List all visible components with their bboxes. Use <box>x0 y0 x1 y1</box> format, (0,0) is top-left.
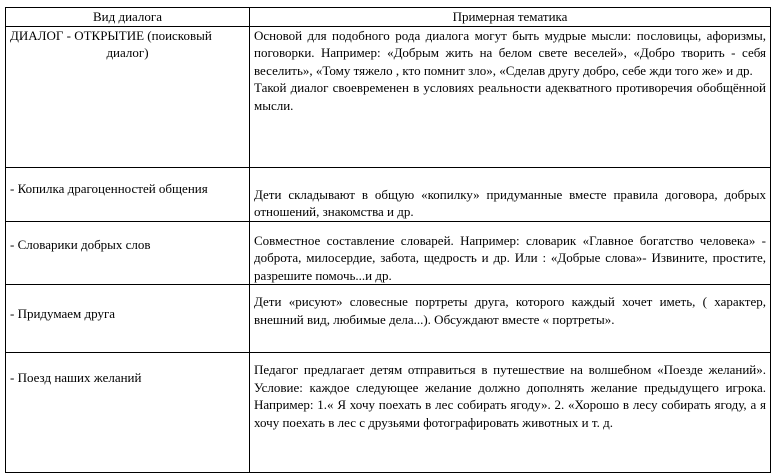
topic-text: Педагог предлагает детям отправиться в путешествие на волшебном «Поезде желаний». Условие: каждое следующее желание должно дополнять желание предыдущего игрока. Например: 1.« Я хочу поехать в лес собирать ягоду». 2. «Хорошо в лесу собирать ягоду, а я хочу поехать в лес с друзьями фотографировать животных и т. д. <box>254 362 766 430</box>
table-row <box>6 221 771 285</box>
table-row <box>6 167 771 221</box>
header-dialog-type: Вид диалога <box>6 8 250 27</box>
topic-cell <box>250 353 771 473</box>
header-topics: Примерная тематика <box>250 8 771 27</box>
dialog-type-cell <box>6 221 250 285</box>
dialog-type-name-line2: диалог) <box>106 45 149 60</box>
topic-text: Дети «рисуют» словесные портреты друга, которого каждый хочет иметь, ( характер, внешний вид, любимые дела...). Обсуждают вместе « портреты». <box>254 294 766 327</box>
dialog-type-name-line1: ДИАЛОГ - ОТКРЫТИЕ (поисковый <box>10 27 212 43</box>
topic-text: Совместное составление словарей. Например: словарик «Главное богатство человека» - доброта, милосердие, забота, щедрость и др. Или : «Добрые слова»- Извините, простите, разрешите помочь...и др. <box>254 232 766 283</box>
table-row <box>6 353 771 473</box>
dialog-type-name: - Копилка драгоценностей общения <box>10 180 208 196</box>
dialog-type-cell <box>6 26 250 167</box>
dialog-type-cell <box>6 285 250 353</box>
dialog-type-name: - Поезд наших желаний <box>10 370 142 385</box>
dialog-type-cell <box>6 167 250 221</box>
dialog-types-table <box>5 7 771 473</box>
dialog-type-name: - Словарики добрых слов <box>10 236 151 252</box>
topic-text-paragraph-1: Основой для подобного рода диалога могут быть мудрые мысли: пословицы, афоризмы, поговорки. Например: «Добрым жить на белом свете веселей», «Добро творить - себя веселить», «Тому тяжело , кто помнит зло», «Сделав другу добро, себе жди того же» и др. <box>254 27 766 78</box>
topic-text: Дети складывают в общую «копилку» придуманные вместе правила договора, добрых отношений, знакомства и др. <box>254 186 766 219</box>
topic-cell <box>250 26 771 167</box>
topic-cell <box>250 221 771 285</box>
topic-cell <box>250 167 771 221</box>
table-row <box>6 26 771 167</box>
table-row <box>6 285 771 353</box>
dialog-type-name: - Придумаем друга <box>10 306 116 321</box>
topic-cell <box>250 285 771 353</box>
topic-text-paragraph-2: Такой диалог своевременен в условиях реальности адекватного противоречия обобщённой мысли. <box>254 80 766 113</box>
dialog-type-cell <box>6 353 250 473</box>
table-header-row <box>6 8 771 27</box>
